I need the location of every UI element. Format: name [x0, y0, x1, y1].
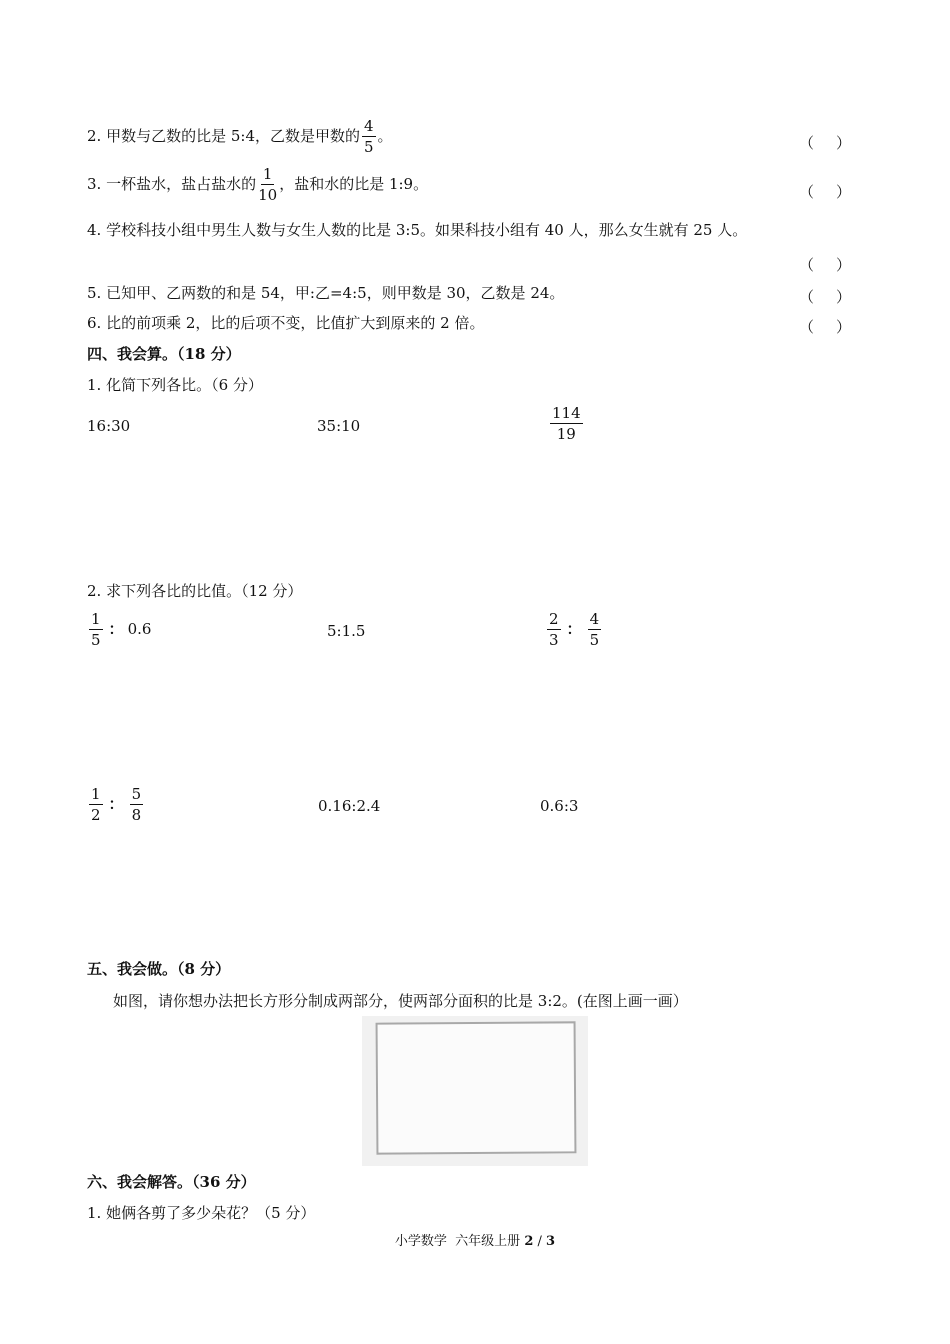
- question-6: 6. 比的前项乘 2，比的后项不变，比值扩大到原来的 2 倍。: [87, 314, 485, 332]
- ratio-item-1: $\frac{1}{5}$ ： 0.6: [91, 610, 152, 649]
- fraction-2-3: $\frac{2}{3}$: [549, 610, 559, 649]
- section-5-text: 如图，请你想办法把长方形分制成两部分，使两部分面积的比是 3:2。(在图上画一画）: [113, 992, 688, 1010]
- fraction-114-19: $\frac{114}{19}$: [552, 404, 581, 443]
- answer-parentheses-4[interactable]: （ ）: [799, 256, 851, 274]
- ratio-item-3: $\frac{2}{3}$ ： $\frac{4}{5}$: [549, 610, 600, 649]
- simplify-item-3: [548, 406, 585, 442]
- question-3: 3. 一杯盐水，盐占盐水的 $\frac{1}{10}$ ，盐和水的比是 1:9。: [87, 165, 429, 204]
- fraction-1-10: $\frac{1}{10}$: [258, 165, 278, 204]
- ratio-item-2: 5:1.5: [327, 622, 366, 640]
- question-5: 5. 已知甲、乙两数的和是 54，甲:乙=4:5，则甲数是 30，乙数是 24。: [87, 284, 565, 302]
- section-6-title: 六、我会解答。（36 分）: [87, 1173, 256, 1191]
- page-total: 3: [546, 1234, 556, 1249]
- page-footer: 小学数学 六年级上册 2 / 3: [394, 1234, 556, 1249]
- question-2: 2. 甲数与乙数的比是 5:4，乙数是甲数的 $\frac{4}{5}$ 。: [87, 117, 393, 156]
- ratio-item-6: 0.6:3: [540, 797, 579, 815]
- rectangle-figure: [362, 1016, 588, 1166]
- fraction-5-8: $\frac{5}{8}$: [131, 785, 142, 824]
- question-3-text: 3. 一杯盐水，盐占盐水的: [87, 175, 257, 193]
- footer-text: 小学数学 六年级上册: [394, 1234, 521, 1249]
- answer-parentheses-3[interactable]: （ ）: [799, 183, 851, 201]
- fraction-4-5: $\frac{4}{5}$: [589, 610, 600, 649]
- section-4-sub1-title: 1. 化简下列各比。（6 分）: [87, 376, 263, 394]
- answer-parentheses-6[interactable]: （ ）: [799, 318, 851, 336]
- ratio-item-5: 0.16:2.4: [318, 797, 381, 815]
- page-number: 2: [524, 1234, 534, 1249]
- question-4: 4. 学校科技小组中男生人数与女生人数的比是 3:5。如果科技小组有 40 人，那么女生就有 25 人。: [87, 221, 748, 239]
- question-2-text: 2. 甲数与乙数的比是 5:4，乙数是甲数的: [87, 127, 360, 145]
- section-5-title: 五、我会做。（8 分）: [87, 960, 231, 978]
- answer-parentheses-5[interactable]: （ ）: [799, 288, 851, 306]
- rectangle-drawing-area[interactable]: [376, 1021, 577, 1154]
- fraction-4-5: $\frac{4}{5}$: [364, 117, 374, 156]
- fraction-1-2: $\frac{1}{2}$: [91, 785, 101, 824]
- section-4-title: 四、我会算。（18 分）: [87, 345, 241, 363]
- ratio-item-4: $\frac{1}{2}$ ： $\frac{5}{8}$: [91, 785, 142, 824]
- section-6-question-1: 1. 她俩各剪了多少朵花？（5 分）: [87, 1204, 316, 1222]
- answer-parentheses-2[interactable]: （ ）: [799, 134, 851, 152]
- simplify-item-2: 35:10: [317, 417, 361, 435]
- simplify-item-1: 16:30: [87, 417, 131, 435]
- section-4-sub2-title: 2. 求下列各比的比值。（12 分）: [87, 582, 303, 600]
- fraction-1-5: $\frac{1}{5}$: [91, 610, 101, 649]
